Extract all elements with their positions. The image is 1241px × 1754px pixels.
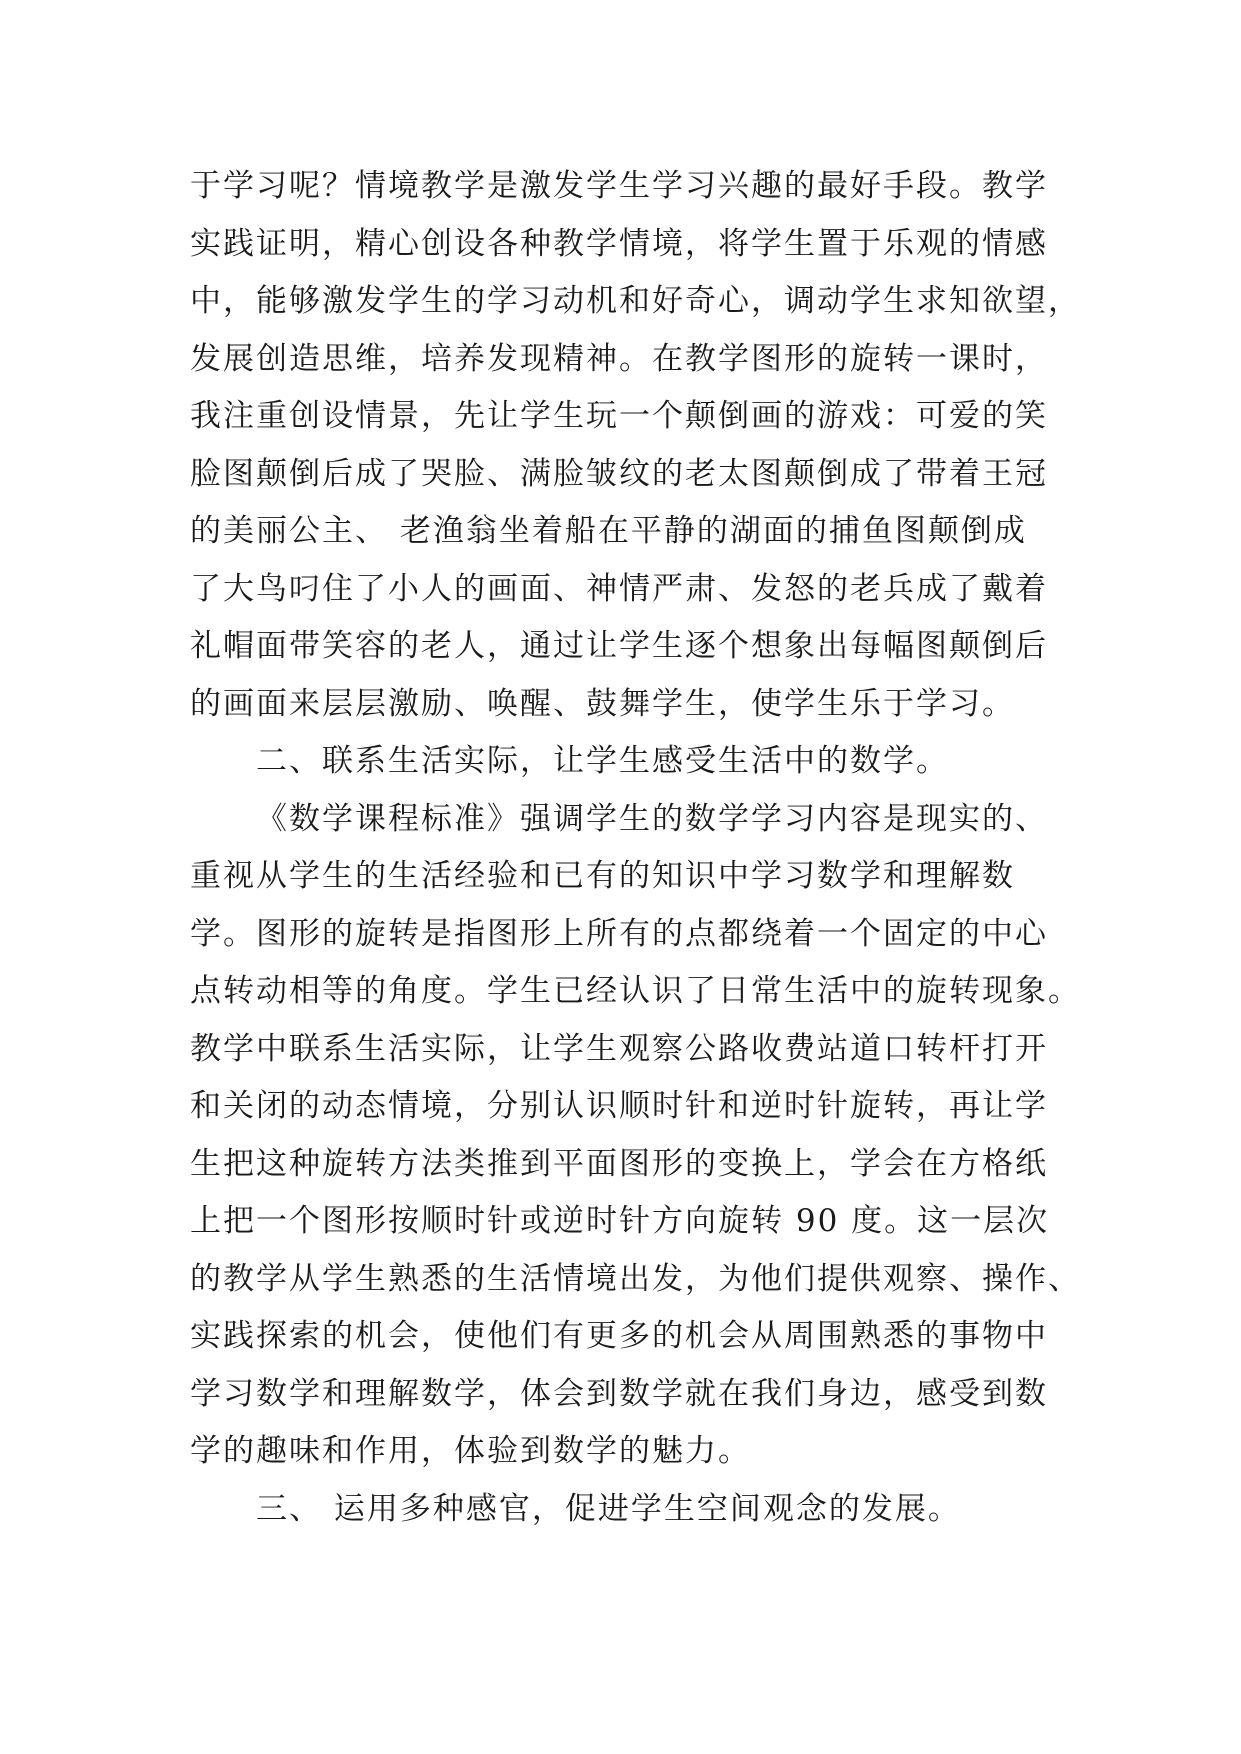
text-line: 的教学从学生熟悉的生活情境出发，为他们提供观察、操作、 bbox=[190, 1260, 1081, 1297]
text-line: 的画面来层层激励、唤醒、鼓舞学生，使学生乐于学习。 bbox=[190, 685, 1015, 722]
text-line: 学习数学和理解数学，体会到数学就在我们身边，感受到数 bbox=[190, 1375, 1048, 1412]
paragraph-first-line: 《数学课程标准》强调学生的数学学习内容是现实的、 bbox=[256, 800, 1048, 837]
text-line: 生把这种旋转方法类推到平面图形的变换上，学会在方格纸 bbox=[190, 1145, 1048, 1182]
text-line: 和关闭的动态情境，分别认识顺时针和逆时针旋转，再让学 bbox=[190, 1088, 1048, 1124]
text-line: 脸图颠倒后成了哭脸、满脸皱纹的老太图颠倒成了带着王冠 bbox=[190, 455, 1048, 492]
text-line: 实践探索的机会，使他们有更多的机会从周围熟悉的事物中 bbox=[190, 1318, 1048, 1354]
text-line: 上把一个图形按顺时针或逆时针方向旋转 90 度。这一层次 bbox=[190, 1203, 1050, 1239]
text-line: 实践证明，精心创设各种教学情境，将学生置于乐观的情感 bbox=[190, 225, 1048, 262]
document-body bbox=[190, 158, 1090, 1538]
text-line: 学。图形的旋转是指图形上所有的点都绕着一个固定的中心 bbox=[190, 915, 1048, 952]
section-heading-2: 二、联系生活实际，让学生感受生活中的数学。 bbox=[256, 743, 949, 779]
text-line: 中，能够激发学生的学习动机和好奇心，调动学生求知欲望， bbox=[190, 283, 1081, 319]
text-line: 发展创造思维，培养发现精神。在教学图形的旋转一课时， bbox=[190, 340, 1048, 377]
section-heading-3: 三、 运用多种感官，促进学生空间观念的发展。 bbox=[256, 1490, 961, 1527]
text-line: 重视从学生的生活经验和已有的知识中学习数学和理解数 bbox=[190, 858, 1015, 894]
text-line: 我注重创设情景，先让学生玩一个颠倒画的游戏：可爱的笑 bbox=[190, 398, 1048, 434]
text-line: 于学习呢？情境教学是激发学生学习兴趣的最好手段。教学 bbox=[190, 168, 1048, 204]
text-line: 点转动相等的角度。学生已经认识了日常生活中的旋转现象。 bbox=[190, 973, 1081, 1009]
text-line: 教学中联系生活实际，让学生观察公路收费站道口转杆打开 bbox=[190, 1030, 1048, 1067]
text-line: 的美丽公主、 老渔翁坐着船在平静的湖面的捕鱼图颠倒成 bbox=[190, 513, 1027, 549]
text-line: 了大鸟叼住了小人的画面、神情严肃、发怒的老兵成了戴着 bbox=[190, 570, 1048, 607]
text-line: 学的趣味和作用，体验到数学的魅力。 bbox=[190, 1433, 751, 1469]
text-line: 礼帽面带笑容的老人，通过让学生逐个想象出每幅图颠倒后 bbox=[190, 628, 1048, 664]
